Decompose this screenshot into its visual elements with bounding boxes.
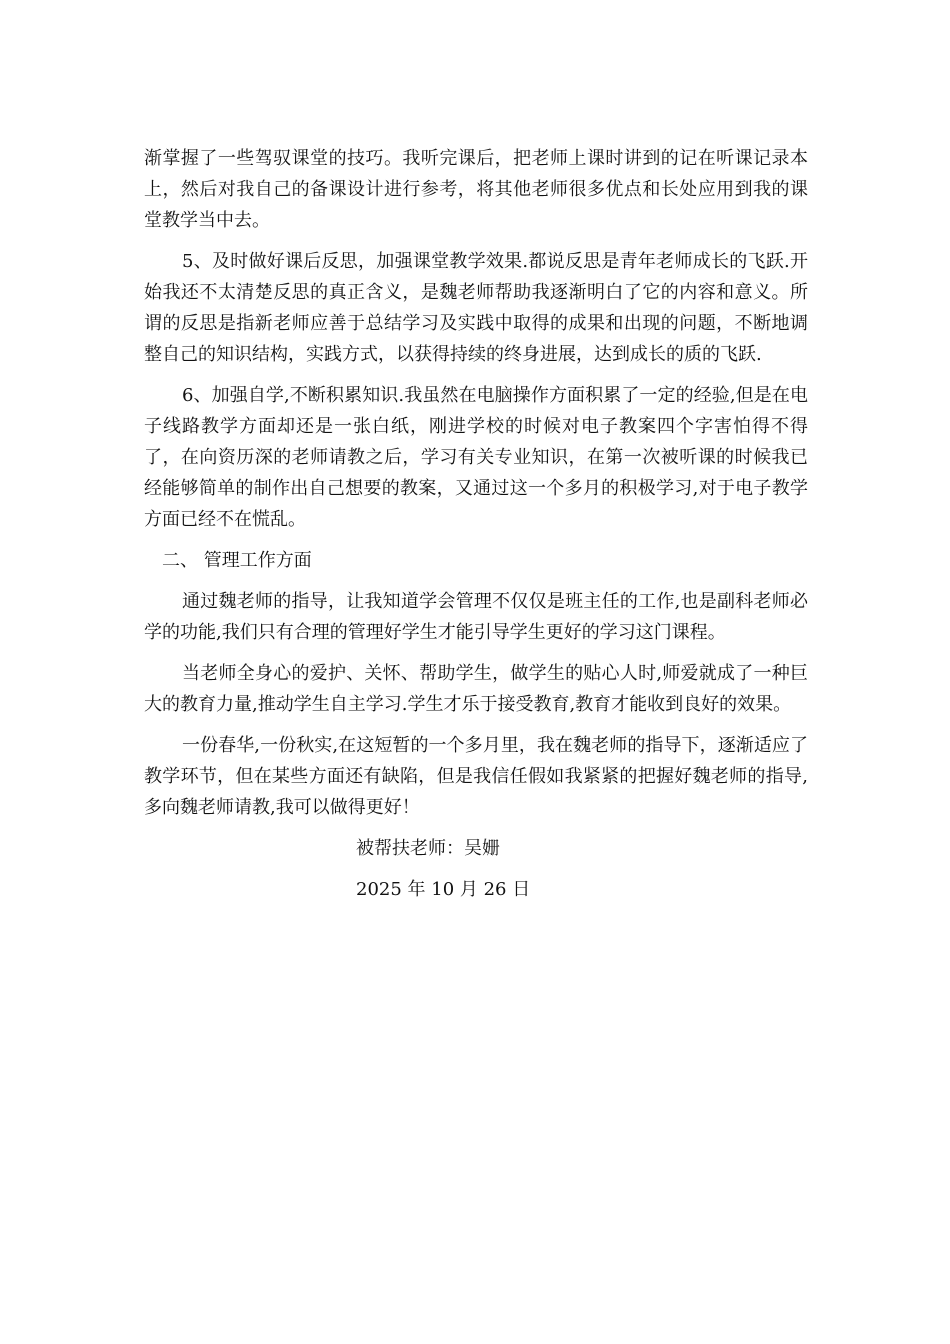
paragraph-self-study: 6、加强自学,不断积累知识.我虽然在电脑操作方面积累了一定的经验,但是在电子线路教学方面却还是一张白纸，刚进学校的时候对电子教案四个字害怕得不得了，在向资历深的老师请教之后，学习有关专业知识，在第一次被听课的时候我已经能够简单的制作出自己想要的教案，又通过这一个多月的积极学习,对于电子教学方面已经不在慌乱。 [144,385,808,530]
section-heading-management: 二、 管理工作方面 [162,550,312,571]
paragraph-conclusion: 一份春华,一份秋实,在这短暂的一个多月里，我在魏老师的指导下，逐渐适应了教学环节，但在某些方面还有缺陷，但是我信任假如我紧紧的把握好魏老师的指导,多向魏老师请教,我可以做得更好！ [144,735,808,818]
paragraph-management-guidance: 通过魏老师的指导，让我知道学会管理不仅仅是班主任的工作,也是副科老师必学的功能,我们只有合理的管理好学生才能引导学生更好的学习这门课程。 [144,591,808,643]
paragraph-continuation: 渐掌握了一些驾驭课堂的技巧。我听完课后，把老师上课时讲到的记在听课记录本上，然后对我自己的备课设计进行参考，将其他老师很多优点和长处应用到我的课堂教学当中去。 [144,148,808,231]
signature-line: 被帮扶老师：吴姗 [356,838,500,859]
paragraph-reflection: 5、及时做好课后反思，加强课堂教学效果.都说反思是青年老师成长的飞跃.开始我还不太清楚反思的真正含义，是魏老师帮助我逐渐明白了它的内容和意义。所谓的反思是指新老师应善于总结学习及实践中取得的成果和出现的问题，不断地调整自己的知识结构，实践方式，以获得持续的终身进展，达到成长的质的飞跃. [144,251,808,365]
date-line: 2025 年 10 月 26 日 [356,879,531,900]
paragraph-teacher-love: 当老师全身心的爱护、关怀、帮助学生，做学生的贴心人时,师爱就成了一种巨大的教育力量,推动学生自主学习.学生才乐于接受教育,教育才能收到良好的效果。 [144,663,808,715]
document-page [144,143,808,905]
